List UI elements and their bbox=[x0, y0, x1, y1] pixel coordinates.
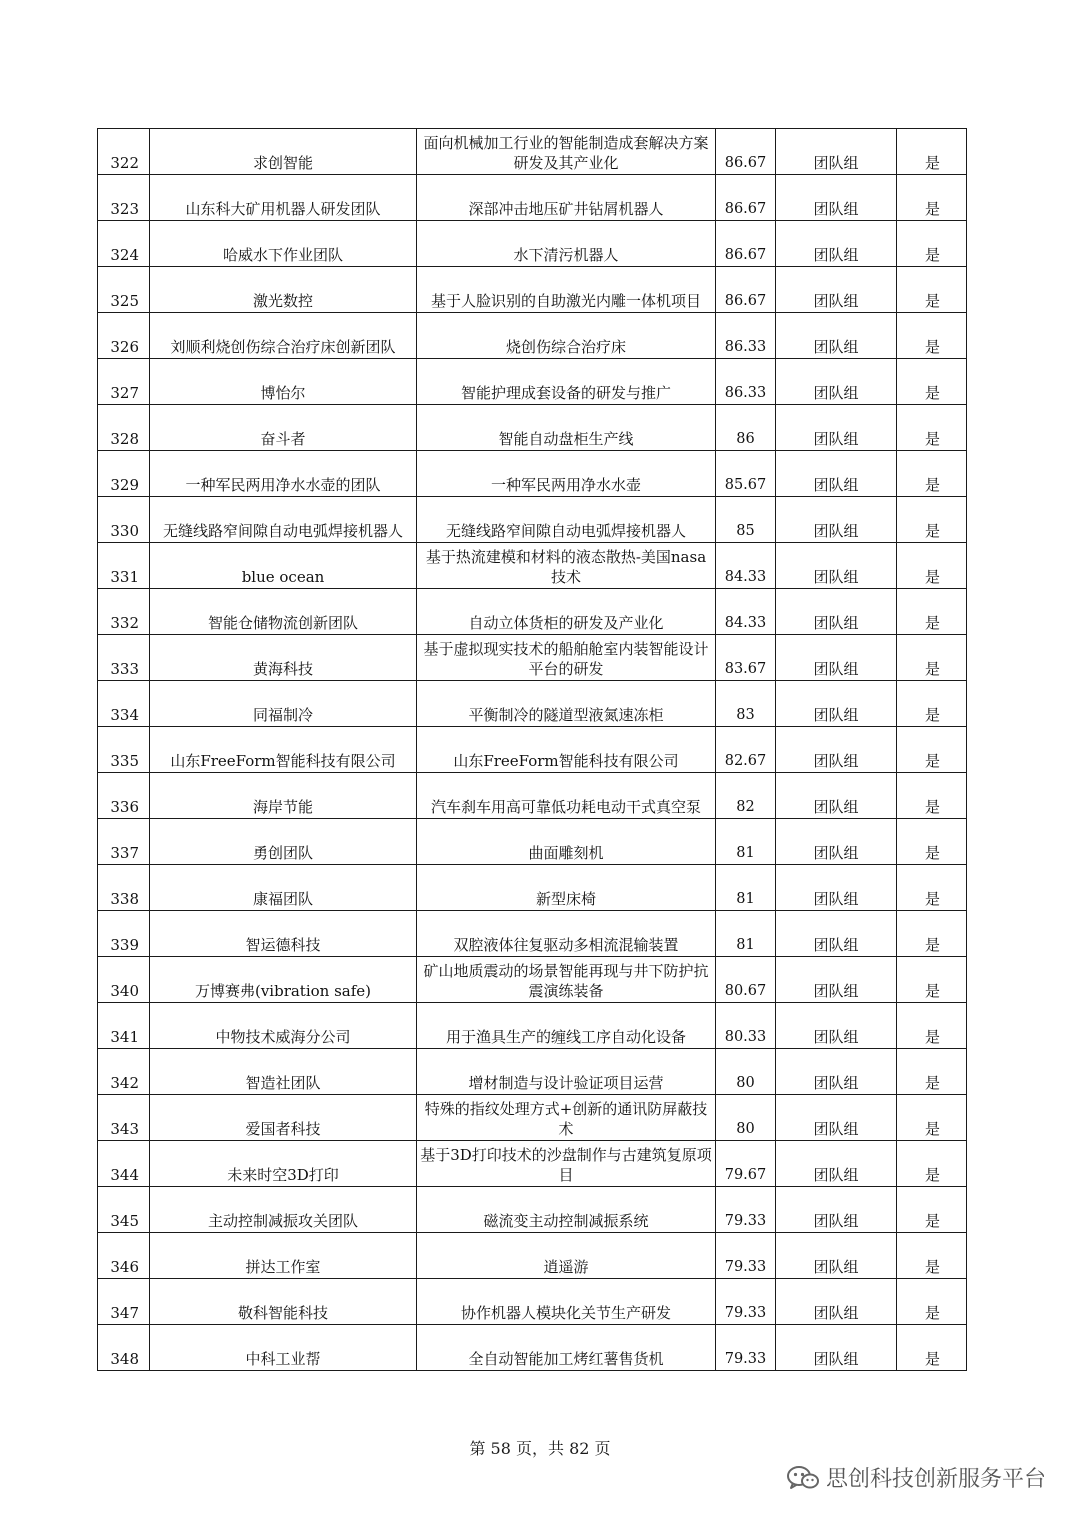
score-cell: 81 bbox=[716, 819, 776, 865]
group-cell: 团队组 bbox=[776, 1187, 897, 1233]
score-cell: 83 bbox=[716, 681, 776, 727]
pass-cell: 是 bbox=[897, 267, 967, 313]
score-cell: 80 bbox=[716, 1049, 776, 1095]
rank-cell: 328 bbox=[98, 405, 150, 451]
table-row bbox=[98, 819, 967, 865]
results-table bbox=[97, 128, 967, 1371]
rank-cell: 347 bbox=[98, 1279, 150, 1325]
team-cell: 博怡尔 bbox=[150, 359, 417, 405]
wechat-icon bbox=[786, 1464, 820, 1492]
group-cell: 团队组 bbox=[776, 175, 897, 221]
team-cell: 勇创团队 bbox=[150, 819, 417, 865]
table-row bbox=[98, 1003, 967, 1049]
table-row bbox=[98, 1325, 967, 1371]
table-row bbox=[98, 1095, 967, 1141]
rank-cell: 343 bbox=[98, 1095, 150, 1141]
group-cell: 团队组 bbox=[776, 635, 897, 681]
table-row bbox=[98, 589, 967, 635]
pass-cell: 是 bbox=[897, 727, 967, 773]
watermark-text: 思创科技创新服务平台 bbox=[825, 1467, 1046, 1492]
project-cell: 基于3D打印技术的沙盘制作与古建筑复原项目 bbox=[417, 1141, 716, 1187]
team-cell: 智造社团队 bbox=[150, 1049, 417, 1095]
rank-cell: 336 bbox=[98, 773, 150, 819]
table-row bbox=[98, 727, 967, 773]
score-cell: 80 bbox=[716, 1095, 776, 1141]
group-cell: 团队组 bbox=[776, 681, 897, 727]
table-row bbox=[98, 1187, 967, 1233]
score-cell: 85 bbox=[716, 497, 776, 543]
pass-cell: 是 bbox=[897, 313, 967, 359]
table-row bbox=[98, 1141, 967, 1187]
team-cell: 刘顺利烧创伤综合治疗床创新团队 bbox=[150, 313, 417, 359]
rank-cell: 339 bbox=[98, 911, 150, 957]
score-cell: 86.67 bbox=[716, 267, 776, 313]
table-row bbox=[98, 1049, 967, 1095]
group-cell: 团队组 bbox=[776, 359, 897, 405]
team-cell: 拼达工作室 bbox=[150, 1233, 417, 1279]
team-cell: 山东FreeForm智能科技有限公司 bbox=[150, 727, 417, 773]
rank-cell: 342 bbox=[98, 1049, 150, 1095]
group-cell: 团队组 bbox=[776, 313, 897, 359]
score-cell: 79.33 bbox=[716, 1279, 776, 1325]
project-cell: 自动立体货柜的研发及产业化 bbox=[417, 589, 716, 635]
team-cell: blue ocean bbox=[150, 543, 417, 589]
team-cell: 爱国者科技 bbox=[150, 1095, 417, 1141]
pass-cell: 是 bbox=[897, 1187, 967, 1233]
project-cell: 一种军民两用净水水壶 bbox=[417, 451, 716, 497]
pass-cell: 是 bbox=[897, 1141, 967, 1187]
team-cell: 敬科智能科技 bbox=[150, 1279, 417, 1325]
group-cell: 团队组 bbox=[776, 543, 897, 589]
pass-cell: 是 bbox=[897, 1325, 967, 1371]
project-cell: 深部冲击地压矿井钻屑机器人 bbox=[417, 175, 716, 221]
score-cell: 86 bbox=[716, 405, 776, 451]
rank-cell: 327 bbox=[98, 359, 150, 405]
group-cell: 团队组 bbox=[776, 129, 897, 175]
score-cell: 86.67 bbox=[716, 129, 776, 175]
team-cell: 一种军民两用净水水壶的团队 bbox=[150, 451, 417, 497]
score-cell: 86.67 bbox=[716, 175, 776, 221]
table-row bbox=[98, 313, 967, 359]
team-cell: 智运德科技 bbox=[150, 911, 417, 957]
project-cell: 山东FreeForm智能科技有限公司 bbox=[417, 727, 716, 773]
score-cell: 80.33 bbox=[716, 1003, 776, 1049]
rank-cell: 348 bbox=[98, 1325, 150, 1371]
rank-cell: 335 bbox=[98, 727, 150, 773]
pass-cell: 是 bbox=[897, 1233, 967, 1279]
pass-cell: 是 bbox=[897, 359, 967, 405]
group-cell: 团队组 bbox=[776, 865, 897, 911]
project-cell: 矿山地质震动的场景智能再现与井下防护抗震演练装备 bbox=[417, 957, 716, 1003]
table-row bbox=[98, 865, 967, 911]
team-cell: 山东科大矿用机器人研发团队 bbox=[150, 175, 417, 221]
project-cell: 基于虚拟现实技术的船舶舱室内装智能设计平台的研发 bbox=[417, 635, 716, 681]
score-cell: 84.33 bbox=[716, 589, 776, 635]
rank-cell: 344 bbox=[98, 1141, 150, 1187]
team-cell: 同福制冷 bbox=[150, 681, 417, 727]
team-cell: 海岸节能 bbox=[150, 773, 417, 819]
table-body bbox=[98, 129, 967, 1371]
team-cell: 求创智能 bbox=[150, 129, 417, 175]
score-cell: 79.67 bbox=[716, 1141, 776, 1187]
rank-cell: 325 bbox=[98, 267, 150, 313]
rank-cell: 330 bbox=[98, 497, 150, 543]
pass-cell: 是 bbox=[897, 957, 967, 1003]
table-row bbox=[98, 221, 967, 267]
rank-cell: 324 bbox=[98, 221, 150, 267]
pass-cell: 是 bbox=[897, 1095, 967, 1141]
project-cell: 用于渔具生产的缠线工序自动化设备 bbox=[417, 1003, 716, 1049]
table-row bbox=[98, 175, 967, 221]
rank-cell: 346 bbox=[98, 1233, 150, 1279]
rank-cell: 340 bbox=[98, 957, 150, 1003]
table-row bbox=[98, 773, 967, 819]
rank-cell: 322 bbox=[98, 129, 150, 175]
rank-cell: 334 bbox=[98, 681, 150, 727]
group-cell: 团队组 bbox=[776, 819, 897, 865]
table-row bbox=[98, 497, 967, 543]
pass-cell: 是 bbox=[897, 543, 967, 589]
group-cell: 团队组 bbox=[776, 1279, 897, 1325]
project-cell: 增材制造与设计验证项目运营 bbox=[417, 1049, 716, 1095]
project-cell: 水下清污机器人 bbox=[417, 221, 716, 267]
score-cell: 86.33 bbox=[716, 359, 776, 405]
score-cell: 85.67 bbox=[716, 451, 776, 497]
pass-cell: 是 bbox=[897, 451, 967, 497]
pass-cell: 是 bbox=[897, 497, 967, 543]
score-cell: 83.67 bbox=[716, 635, 776, 681]
pass-cell: 是 bbox=[897, 681, 967, 727]
project-cell: 汽车刹车用高可靠低功耗电动干式真空泵 bbox=[417, 773, 716, 819]
team-cell: 康福团队 bbox=[150, 865, 417, 911]
team-cell: 哈威水下作业团队 bbox=[150, 221, 417, 267]
project-cell: 无缝线路窄间隙自动电弧焊接机器人 bbox=[417, 497, 716, 543]
rank-cell: 337 bbox=[98, 819, 150, 865]
score-cell: 79.33 bbox=[716, 1325, 776, 1371]
rank-cell: 345 bbox=[98, 1187, 150, 1233]
team-cell: 激光数控 bbox=[150, 267, 417, 313]
group-cell: 团队组 bbox=[776, 1049, 897, 1095]
project-cell: 新型床椅 bbox=[417, 865, 716, 911]
pass-cell: 是 bbox=[897, 1003, 967, 1049]
pass-cell: 是 bbox=[897, 865, 967, 911]
team-cell: 智能仓储物流创新团队 bbox=[150, 589, 417, 635]
project-cell: 面向机械加工行业的智能制造成套解决方案研发及其产业化 bbox=[417, 129, 716, 175]
pass-cell: 是 bbox=[897, 911, 967, 957]
score-cell: 81 bbox=[716, 911, 776, 957]
team-cell: 未来时空3D打印 bbox=[150, 1141, 417, 1187]
group-cell: 团队组 bbox=[776, 405, 897, 451]
group-cell: 团队组 bbox=[776, 911, 897, 957]
project-cell: 智能自动盘柜生产线 bbox=[417, 405, 716, 451]
table-row bbox=[98, 911, 967, 957]
group-cell: 团队组 bbox=[776, 773, 897, 819]
project-cell: 烧创伤综合治疗床 bbox=[417, 313, 716, 359]
project-cell: 曲面雕刻机 bbox=[417, 819, 716, 865]
pass-cell: 是 bbox=[897, 773, 967, 819]
pass-cell: 是 bbox=[897, 1049, 967, 1095]
group-cell: 团队组 bbox=[776, 727, 897, 773]
page-number: 第 58 页，共 82 页 bbox=[469, 1439, 611, 1458]
team-cell: 万博赛弗(vibration safe) bbox=[150, 957, 417, 1003]
score-cell: 86.33 bbox=[716, 313, 776, 359]
score-cell: 84.33 bbox=[716, 543, 776, 589]
project-cell: 全自动智能加工烤红薯售货机 bbox=[417, 1325, 716, 1371]
project-cell: 智能护理成套设备的研发与推广 bbox=[417, 359, 716, 405]
project-cell: 基于热流建模和材料的液态散热-美国nasa技术 bbox=[417, 543, 716, 589]
project-cell: 基于人脸识别的自助激光内雕一体机项目 bbox=[417, 267, 716, 313]
score-cell: 80.67 bbox=[716, 957, 776, 1003]
pass-cell: 是 bbox=[897, 405, 967, 451]
rank-cell: 323 bbox=[98, 175, 150, 221]
pass-cell: 是 bbox=[897, 221, 967, 267]
project-cell: 逍遥游 bbox=[417, 1233, 716, 1279]
table-row bbox=[98, 129, 967, 175]
team-cell: 中科工业帮 bbox=[150, 1325, 417, 1371]
table-row bbox=[98, 1233, 967, 1279]
table-row bbox=[98, 267, 967, 313]
score-cell: 82.67 bbox=[716, 727, 776, 773]
team-cell: 无缝线路窄间隙自动电弧焊接机器人 bbox=[150, 497, 417, 543]
pass-cell: 是 bbox=[897, 129, 967, 175]
table-row bbox=[98, 681, 967, 727]
project-cell: 磁流变主动控制减振系统 bbox=[417, 1187, 716, 1233]
score-cell: 79.33 bbox=[716, 1233, 776, 1279]
table-row bbox=[98, 635, 967, 681]
watermark bbox=[786, 1462, 1046, 1493]
project-cell: 特殊的指纹处理方式+创新的通讯防屏蔽技术 bbox=[417, 1095, 716, 1141]
team-cell: 奋斗者 bbox=[150, 405, 417, 451]
group-cell: 团队组 bbox=[776, 267, 897, 313]
table-row bbox=[98, 1279, 967, 1325]
table-row bbox=[98, 405, 967, 451]
table-row bbox=[98, 957, 967, 1003]
group-cell: 团队组 bbox=[776, 497, 897, 543]
rank-cell: 338 bbox=[98, 865, 150, 911]
group-cell: 团队组 bbox=[776, 1233, 897, 1279]
table-row bbox=[98, 359, 967, 405]
group-cell: 团队组 bbox=[776, 221, 897, 267]
group-cell: 团队组 bbox=[776, 957, 897, 1003]
pass-cell: 是 bbox=[897, 175, 967, 221]
rank-cell: 341 bbox=[98, 1003, 150, 1049]
rank-cell: 329 bbox=[98, 451, 150, 497]
score-cell: 81 bbox=[716, 865, 776, 911]
team-cell: 主动控制减振攻关团队 bbox=[150, 1187, 417, 1233]
group-cell: 团队组 bbox=[776, 1325, 897, 1371]
group-cell: 团队组 bbox=[776, 1141, 897, 1187]
group-cell: 团队组 bbox=[776, 589, 897, 635]
group-cell: 团队组 bbox=[776, 1095, 897, 1141]
project-cell: 双腔液体往复驱动多相流混输装置 bbox=[417, 911, 716, 957]
score-cell: 86.67 bbox=[716, 221, 776, 267]
pass-cell: 是 bbox=[897, 589, 967, 635]
rank-cell: 331 bbox=[98, 543, 150, 589]
team-cell: 黄海科技 bbox=[150, 635, 417, 681]
pass-cell: 是 bbox=[897, 819, 967, 865]
score-cell: 82 bbox=[716, 773, 776, 819]
rank-cell: 326 bbox=[98, 313, 150, 359]
rank-cell: 332 bbox=[98, 589, 150, 635]
table-row bbox=[98, 543, 967, 589]
group-cell: 团队组 bbox=[776, 1003, 897, 1049]
project-cell: 协作机器人模块化关节生产研发 bbox=[417, 1279, 716, 1325]
project-cell: 平衡制冷的隧道型液氮速冻柜 bbox=[417, 681, 716, 727]
score-cell: 79.33 bbox=[716, 1187, 776, 1233]
group-cell: 团队组 bbox=[776, 451, 897, 497]
table-row bbox=[98, 451, 967, 497]
pass-cell: 是 bbox=[897, 1279, 967, 1325]
rank-cell: 333 bbox=[98, 635, 150, 681]
pass-cell: 是 bbox=[897, 635, 967, 681]
team-cell: 中物技术威海分公司 bbox=[150, 1003, 417, 1049]
